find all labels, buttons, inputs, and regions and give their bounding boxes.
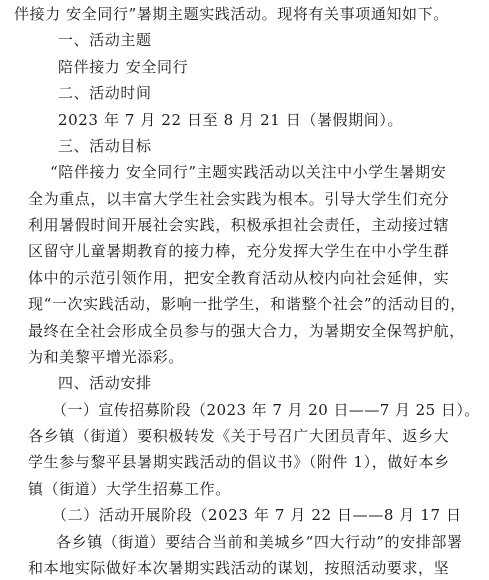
- paragraph-line: 体中的示范引领作用，把安全教育活动从校内向社会延伸，实: [28, 269, 450, 287]
- paragraph-line: 各乡镇（街道）要结合当前和美城乡“四大行动”的安排部署: [56, 533, 463, 551]
- section-heading: 四、活动安排: [58, 374, 152, 392]
- paragraph-line: 现“一次实践活动，影响一批学生，和谐整个社会”的活动目的，: [28, 295, 466, 313]
- paragraph-line: 陪伴接力 安全同行: [58, 58, 189, 76]
- paragraph-line: 2023 年 7 月 22 日至 8 月 21 日（暑假期间）。: [58, 111, 404, 129]
- paragraph-line: （一）宣传招募阶段（2023 年 7 月 20 日——7 月 25 日）。: [52, 401, 480, 419]
- paragraph-line: 伴接力 安全同行”暑期主题实践活动。现将有关事项通知如下。: [14, 5, 449, 23]
- paragraph-line: （二）活动开展阶段（2023 年 7 月 22 日——8 月 17 日: [52, 506, 462, 524]
- paragraph-line: “陪伴接力 安全同行”主题实践活动以关注中小学生暑期安: [50, 163, 447, 181]
- paragraph-line: 学生参与黎平县暑期实践活动的倡议书》（附件 1），做好本乡: [28, 453, 450, 471]
- paragraph-line: 镇（街道）大学生招募工作。: [28, 480, 231, 498]
- paragraph-line: 全为重点，以丰富大学生社会实践为根本。引导大学生们充分: [28, 190, 450, 208]
- section-heading: 三、活动目标: [58, 137, 152, 155]
- paragraph-line: 最终在全社会形成全员参与的强大合力，为暑期安全保驾护航，: [28, 322, 465, 340]
- paragraph-line: 各乡镇（街道）要积极转发《关于号召广大团员青年、返乡大: [28, 427, 450, 445]
- section-heading: 二、活动时间: [58, 84, 152, 102]
- paragraph-line: 为和美黎平增光添彩。: [28, 348, 185, 366]
- paragraph-line: 区留守儿童暑期教育的接力棒，充分发挥大学生在中小学生群: [28, 242, 450, 260]
- paragraph-line: 利用暑假时间开展社会实践，积极承担社会责任，主动接过辖: [28, 216, 450, 234]
- paragraph-line: 和本地实际做好本次暑期实践活动的谋划，按照活动要求，坚: [28, 559, 450, 577]
- section-heading: 一、活动主题: [58, 31, 152, 49]
